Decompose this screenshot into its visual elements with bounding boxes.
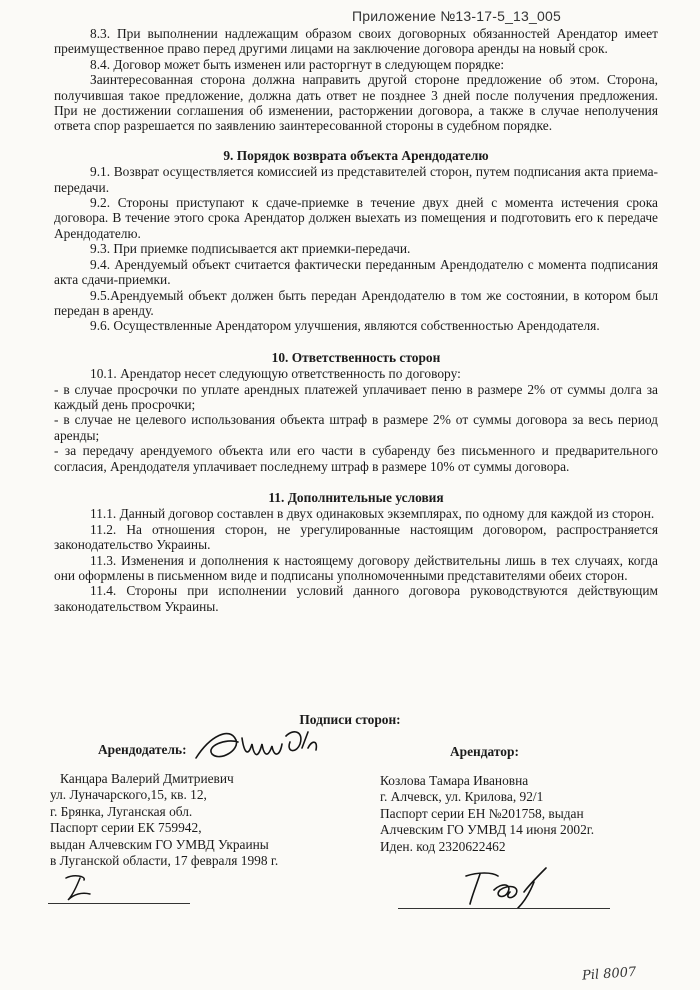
- lessee-signature-icon: [458, 862, 558, 912]
- lessor-street: ул. Луначарского,15, кв. 12,: [50, 787, 207, 802]
- lessor-issued-by: выдан Алчевским ГО УМВД Украины: [50, 836, 269, 852]
- lessor-role: Арендодатель:: [98, 742, 187, 757]
- paragraph-11-4: 11.4. Стороны при исполнении условий данного договора руководствуются действующим законодательством Украины.: [54, 583, 658, 614]
- lessor-signature-icon: [190, 718, 340, 778]
- paragraph-9-5: 9.5.Арендуемый объект должен быть передан Арендодателю в том же состоянии, в котором был передан в аренду.: [54, 287, 658, 318]
- section-8-continuation: [54, 26, 658, 134]
- signatures-title: Подписи сторон:: [299, 712, 401, 727]
- lessor-city: г. Брянка, Луганская обл.: [50, 803, 193, 819]
- lessee-tax-code: Иден. код 2320622462: [380, 838, 506, 854]
- paragraph-8-4-text: Заинтересованная сторона должна направить другой стороне предложение об этом. Сторона, получившая такое предложение, должна дать ответ не позднее 3 дней после получения предложения. При не достижении соглашения об изменении, расторжении договора, а также в случае неполучения ответа спор разрешается по заявлению заинтересованной стороны в судебном порядке.: [54, 72, 658, 134]
- contract-body: [54, 26, 658, 614]
- section-9: [54, 148, 658, 334]
- lessor-passport: Паспорт серии ЕК 759942,: [50, 820, 202, 835]
- paragraph-11-2: 11.2. На отношения сторон, не урегулированные настоящим договором, распространяется законодательство Украины.: [54, 521, 658, 553]
- handwritten-note-text: [580, 961, 680, 985]
- paragraph-9-2: 9.2. Стороны приступают к сдаче-приемке в течение двух дней с момента истечения срока договора. В течение этого срока Арендатор должен выехать из помещения и подготовить его к передаче Арендодателю.: [54, 195, 658, 241]
- paragraph-9-1: 9.1. Возврат осуществляется комиссией из представителей сторон, путем подписания акта приема-передачи.: [54, 164, 658, 195]
- paragraph-9-4: 9.4. Арендуемый объект считается фактически переданным Арендодателю с момента подписания акта сдачи-приемки.: [54, 256, 658, 288]
- paragraph-8-3: 8.3. При выполнении надлежащим образом своих договорных обязанностей Арендатор имеет преимущественное право перед другими лицами на заключение договора аренды на новый срок.: [54, 26, 658, 57]
- section-10-title: 10. Ответственность сторон: [271, 349, 441, 365]
- appendix-number: Приложение №13-17-5_13_005: [352, 8, 561, 24]
- lessor-initials-signature-icon: [60, 870, 120, 904]
- handwritten-note: [580, 961, 680, 990]
- section-11-title: 11. Дополнительные условия: [268, 489, 444, 505]
- lessee-role: Арендатор:: [450, 744, 519, 759]
- section-9-title: 9. Порядок возврата объекта Арендодателю: [223, 147, 489, 163]
- section-10: [54, 350, 658, 474]
- paragraph-10-1-a: - в случае просрочки по уплате арендных платежей уплачивает пеню в размере 2% от суммы долга за каждый день просрочки;: [54, 381, 658, 412]
- paragraph-10-1-c: - за передачу арендуемого объекта или его части в субаренду без письменного и предварительного согласия, Арендодателя уплачивает последнему штраф в размере 10% от суммы договора.: [54, 443, 658, 474]
- paragraph-10-1-b: - в случае не целевого использования объекта штраф в размере 2% от суммы договора за весь период аренды;: [54, 412, 658, 443]
- lessee-block: [380, 744, 594, 855]
- paragraph-11-1: 11.1. Данный договор составлен в двух одинаковых экземплярах, по одному для каждой из сторон.: [90, 506, 655, 522]
- lessee-passport: Паспорт серии ЕН №201758, выдан: [380, 805, 584, 821]
- paragraph-9-6: 9.6. Осуществленные Арендатором улучшения, являются собственностью Арендодателя.: [90, 318, 600, 334]
- svg-text:Pil 8007: Pil 8007: [581, 964, 637, 984]
- paragraph-11-3: 11.3. Изменения и дополнения к настоящему договору действительны лишь в тех случаях, когда они оформлены в письменном виде и подписаны уполномоченными представителями обеих сторон.: [54, 552, 658, 583]
- paragraph-8-4: 8.4. Договор может быть изменен или расторгнут в следующем порядке:: [90, 56, 505, 72]
- section-11: [54, 490, 658, 614]
- lessor-issued-date: в Луганской области, 17 февраля 1998 г.: [50, 853, 279, 868]
- paragraph-9-3: 9.3. При приемке подписывается акт приемки-передачи.: [90, 241, 411, 257]
- lessee-signature-line: [398, 908, 610, 909]
- lessor-name: Канцара Валерий Дмитриевич: [60, 770, 234, 786]
- lessee-issued-by: Алчевским ГО УМВД 14 июня 2002г.: [380, 822, 595, 837]
- lessee-name: Козлова Тамара Ивановна: [380, 772, 529, 788]
- lessor-signature-line: [48, 903, 190, 904]
- lessee-address: г. Алчевск, ул. Крилова, 92/1: [380, 789, 544, 804]
- paragraph-10-1: 10.1. Арендатор несет следующую ответственность по договору:: [90, 366, 461, 382]
